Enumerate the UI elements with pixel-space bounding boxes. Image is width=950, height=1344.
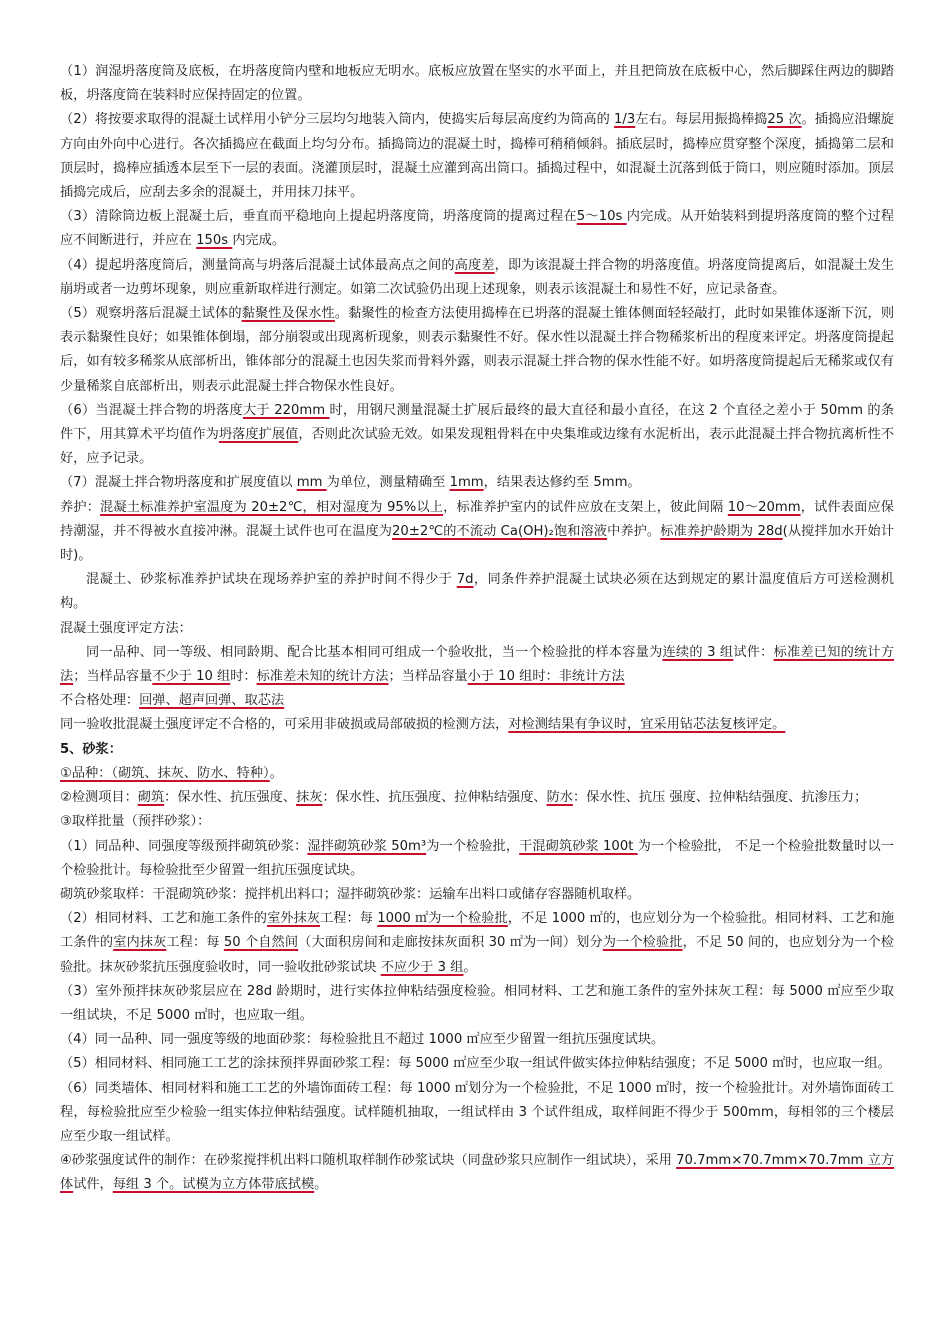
text-span: 。 bbox=[314, 1177, 328, 1193]
underlined-text: 室内抹灰 bbox=[113, 935, 167, 951]
underlined-text: 1000 ㎡为一个检验批 bbox=[377, 911, 508, 927]
paragraph bbox=[60, 689, 894, 713]
text-span: 为一个检验批， bbox=[426, 838, 520, 854]
underlined-text: 抹灰 bbox=[296, 790, 323, 806]
underlined-text: 不应少于 3 组 bbox=[380, 959, 464, 975]
text-span: ，标准养护室内的试件应放在支架上，彼此间隔 bbox=[443, 499, 728, 515]
text-span: （1）润湿坍落度筒及底板，在坍落度筒内壁和地板应无明水。底板应放置在坚实的水平面上，并且把筒放在底板中心，然后脚踩住两边的脚踏板，坍落度筒在装料时应保持固定的位置。 bbox=[60, 64, 894, 104]
text-span: ，否则此次试验无效。如果发现粗骨料在中央集堆或边缘有水泥析出，表示此混凝土拌合物抗离析性不好，应予记录。 bbox=[60, 427, 895, 467]
text-span: ：保水性、抗压强度、拉伸粘结强度、 bbox=[322, 790, 547, 806]
underlined-text: 标准差已知的统计方法 bbox=[60, 644, 895, 685]
text-span: （2）将按要求取得的混凝土试样用小铲分三层均匀地装入筒内，使捣实后每层高度约为筒高的 bbox=[60, 112, 615, 128]
underlined-text: 干混砌筑砂浆 100t bbox=[519, 838, 638, 854]
text-span: ③取样批量（预拌砂浆）： bbox=[60, 814, 211, 830]
text-span: 中养护。 bbox=[607, 523, 661, 539]
paragraph bbox=[60, 205, 894, 253]
text-span: ；当样品容量 bbox=[388, 669, 468, 685]
paragraph bbox=[60, 762, 894, 786]
text-span: （5）相同材料、相同施工工艺的涂抹预拌界面砂浆工程：每 5000 ㎡应至少取一组试件做实体拉伸粘结强度；不足 5000 ㎡时，也应取一组。 bbox=[60, 1056, 891, 1072]
paragraph bbox=[60, 1052, 894, 1076]
text-span: 时，用钢尺测量混凝土扩展后最终的最大直径和最小直径，在这 2 个直径之差小于 50mm 的条件下，用其算术平均值作为 bbox=[60, 402, 895, 443]
paragraph bbox=[60, 108, 894, 205]
underlined-text: 不少于 10 组 bbox=[152, 669, 231, 685]
paragraph bbox=[60, 496, 894, 569]
text-span: (从搅拌加水开始计时)。 bbox=[60, 523, 895, 564]
paragraph bbox=[60, 568, 894, 616]
text-span: ，不足 1000 ㎡的，也应划分为一个检验批。相同材料、工艺和施工条件的 bbox=[60, 911, 895, 951]
text-span: 砌筑砂浆取样：干混砌筑砂浆：搅拌机出料口；湿拌砌筑砂浆：运输车出料口或储存容器随机取样。 bbox=[60, 886, 641, 902]
paragraph bbox=[60, 786, 894, 810]
text-span: 同一验收批混凝土强度评定不合格的，可采用非破损或局部破损的检测方法， bbox=[60, 717, 509, 733]
text-span: （7）混凝土拌合物坍落度和扩展度值以 bbox=[60, 475, 297, 491]
text-span: 工程：每 bbox=[166, 935, 224, 951]
text-span: （2）相同材料、工艺和施工条件的 bbox=[60, 911, 268, 927]
text-span: 同一品种、同一等级、相同龄期、配合比基本相同可组成一个验收批，当一个检验批的样本容量为 bbox=[86, 644, 663, 660]
text-span: （4）同一品种、同一强度等级的地面砂浆：每检验批且不超过 1000 ㎡应至少留置一组抗压强度试块。 bbox=[60, 1032, 665, 1048]
text-span: （3）室外预拌抹灰砂浆层应在 28d 龄期时，进行实体拉伸粘结强度检验。相同材料、工艺和施工条件的室外抹灰工程：每 5000 ㎡应至少取一组试块，不足 5000 ㎡时，也应取一组。 bbox=[60, 983, 894, 1023]
underlined-text: 20±2℃的不流动 Ca(OH)₂饱和溶液 bbox=[392, 523, 608, 539]
paragraph bbox=[60, 1028, 894, 1052]
underlined-text: 25 次 bbox=[767, 112, 802, 128]
underlined-text: 连续的 3 组 bbox=[662, 644, 734, 660]
text-span: ，即为该混凝土拌合物的坍落度值。坍落度筒提离后，如混凝土发生崩坍或者一边剪坏现象，则应重新取样进行测定。如第二次试验仍出现上述现象，则表示该混凝土和易性不好，应记录备查。 bbox=[60, 257, 895, 297]
text-span: 。 bbox=[463, 959, 477, 975]
underlined-text: 70.7mm×70.7mm×70.7mm 立方体 bbox=[60, 1153, 894, 1193]
text-span: 养护： bbox=[60, 499, 101, 515]
text-span: 为一个检验批， 不足一个检验批数量时以一个检验批计。每检验批至少留置一组抗压强度试块。 bbox=[60, 838, 894, 878]
text-span: ：保水性、抗压强度、 bbox=[164, 790, 297, 806]
text-span: 。插捣应沿螺旋方向由外向中心进行。各次插捣应在截面上均匀分布。插捣筒边的混凝土时，捣棒可稍稍倾斜。插底层时，捣棒应贯穿整个深度，插捣第二层和顶层时，捣棒应插透本层至下一层的表面。浇灌顶层时，混凝土应灌到高出筒口。插捣过程中，如混凝土沉落到低于筒口，则应随时添加。顶层插捣完成后，应刮去多余的混凝土，并用抹刀抹平。 bbox=[60, 112, 894, 201]
paragraph bbox=[60, 907, 894, 980]
text-span: （3）清除筒边板上混凝土后，垂直而平稳地向上提起坍落度筒，坍落度筒的提离过程在 bbox=[60, 209, 577, 225]
underlined-text: ①品种：（砌筑、抹灰、防水、特种） bbox=[60, 765, 270, 781]
underlined-text: 湿拌砌筑砂浆 50m³ bbox=[307, 838, 427, 854]
paragraph bbox=[60, 1149, 894, 1197]
text-span: 不合格处理： bbox=[60, 693, 140, 709]
paragraph bbox=[60, 835, 894, 883]
paragraph bbox=[60, 713, 894, 737]
paragraph bbox=[60, 1077, 894, 1150]
underlined-text: 高度差 bbox=[454, 257, 495, 273]
text-span: 为单位，测量精确至 bbox=[326, 475, 450, 491]
underlined-text: 标准差未知的统计方法 bbox=[256, 669, 389, 685]
underlined-text: 坍落度扩展值 bbox=[218, 427, 299, 443]
underlined-text: 防水 bbox=[546, 790, 573, 806]
underlined-text: 5～10s bbox=[576, 209, 627, 225]
text-span: 内完成。从开始装料到提坍落度筒的整个过程应不间断进行，并应在 bbox=[60, 209, 895, 249]
text-span: ，结果表达修约至 5mm。 bbox=[483, 475, 641, 491]
paragraph bbox=[60, 810, 894, 834]
paragraph bbox=[60, 302, 894, 399]
underlined-text: 10～20mm bbox=[727, 499, 801, 515]
text-span: 。 bbox=[269, 765, 283, 781]
text-span: ②检测项目： bbox=[60, 790, 138, 806]
paragraph bbox=[60, 980, 894, 1028]
text-span: ，试件表面应保持潮湿，并不得被水直接冲淋。混凝土试件也可在温度为 bbox=[60, 499, 894, 539]
underlined-text: 小于 10 组时：非统计方法 bbox=[467, 669, 625, 685]
underlined-text: 混凝土标准养护室温度为 20±2℃，相对湿度为 95%以上 bbox=[100, 499, 444, 515]
section-heading bbox=[60, 738, 894, 762]
text-span: 工程：每 bbox=[320, 911, 378, 927]
text-span: ，同条件养护混凝土试块必须在达到规定的累计温度值后方可送检测机构。 bbox=[60, 572, 894, 612]
text-span: （大面积房间和走廊按抹灰面积 30 ㎡为一间）划分 bbox=[298, 935, 603, 951]
text-span: 左右。每层用振捣棒捣 bbox=[635, 112, 768, 128]
paragraph bbox=[60, 399, 894, 472]
underlined-text: 50 个自然间 bbox=[223, 935, 299, 951]
text-span: 5、砂浆： bbox=[60, 741, 122, 757]
underlined-text: 150s bbox=[196, 233, 233, 249]
paragraph bbox=[60, 60, 894, 108]
text-span: ，不足 50 间的，也应划分为一个检验批。抹灰砂浆抗压强度验收时，同一验收批砂浆试块 bbox=[60, 935, 894, 975]
paragraph bbox=[60, 883, 894, 907]
text-span: 混凝土、砂浆标准养护试块在现场养护室的养护时间不得少于 bbox=[86, 572, 457, 588]
text-span: 混凝土强度评定方法： bbox=[60, 620, 192, 636]
text-span: （4）提起坍落度筒后，测量筒高与坍落后混凝土试体最高点之间的 bbox=[60, 257, 455, 273]
text-span: ；当样品容量 bbox=[73, 669, 153, 685]
text-span: （1）同品种、同强度等级预拌砌筑砂浆： bbox=[60, 838, 308, 854]
underlined-text: 1mm bbox=[449, 475, 484, 491]
underlined-text: 大于 220mm bbox=[242, 402, 330, 418]
text-span: 。黏聚性的检查方法使用捣棒在已坍落的混凝土锥体侧面轻轻敲打，此时如果锥体逐渐下沉，则表示黏聚性良好；如果锥体倒塌，部分崩裂或出现离析现象，则表示黏聚性不好。保水性以混凝土拌合物稀浆析出的程度来评定。坍落度筒提起后，如有较多稀浆从底部析出，锥体部分的混凝土也因失浆而骨料外露，则表示混凝土拌合物的保水性能不好。如坍落度筒提起后无稀浆或仅有少量稀浆自底部析出，则表示此混凝土拌合物保水性良好。 bbox=[60, 306, 895, 394]
underlined-text: 黏聚性及保水性 bbox=[241, 306, 335, 322]
text-span: （5）观察坍落后混凝土试体的 bbox=[60, 306, 242, 322]
underlined-text: 7d bbox=[456, 572, 474, 588]
underlined-text: 砌筑 bbox=[137, 790, 165, 806]
underlined-text: 1/3 bbox=[614, 112, 636, 128]
underlined-text: 每组 3 个。试模为立方体带底拭模 bbox=[112, 1177, 315, 1193]
text-span: （6）同类墙体、相同材料和施工工艺的外墙饰面砖工程：每 1000 ㎡划分为一个检验批，不足 1000 ㎡时，按一个检验批计。对外墙饰面砖工程，每检验批应至少检验一组实体拉伸粘结强度。试样随机抽取，一组试样由 3 个试件组成，取样间距不得少于 500mm，每相邻的三个楼层应至少取一组试样。 bbox=[60, 1080, 894, 1144]
underlined-text: 对检测结果有争议时，宜采用钻芯法复核评定。 bbox=[508, 717, 786, 733]
underlined-text: 回弹、超声回弹、取芯法 bbox=[139, 693, 285, 709]
underlined-text: 标准养护龄期为 28d bbox=[660, 523, 783, 539]
text-span: （6）当混凝土拌合物的坍落度 bbox=[60, 402, 243, 418]
underlined-text: 室外抹灰 bbox=[267, 911, 321, 927]
text-span: ：保水性、抗压 强度、拉伸粘结强度、抗渗压力； bbox=[572, 790, 868, 806]
text-span: 内完成。 bbox=[232, 233, 286, 249]
paragraph bbox=[60, 641, 894, 689]
paragraph bbox=[60, 254, 894, 302]
underlined-text: mm bbox=[296, 475, 327, 491]
text-span: 时： bbox=[230, 669, 257, 685]
text-span: ④砂浆强度试件的制作：在砂浆搅拌机出料口随机取样制作砂浆试块（同盘砂浆只应制作一组试块），采用 bbox=[60, 1153, 677, 1169]
underlined-text: 为一个检验批 bbox=[602, 935, 683, 951]
text-span: 试件： bbox=[733, 644, 774, 660]
paragraph bbox=[60, 617, 894, 641]
text-span: 试件， bbox=[73, 1177, 113, 1193]
paragraph bbox=[60, 471, 894, 495]
